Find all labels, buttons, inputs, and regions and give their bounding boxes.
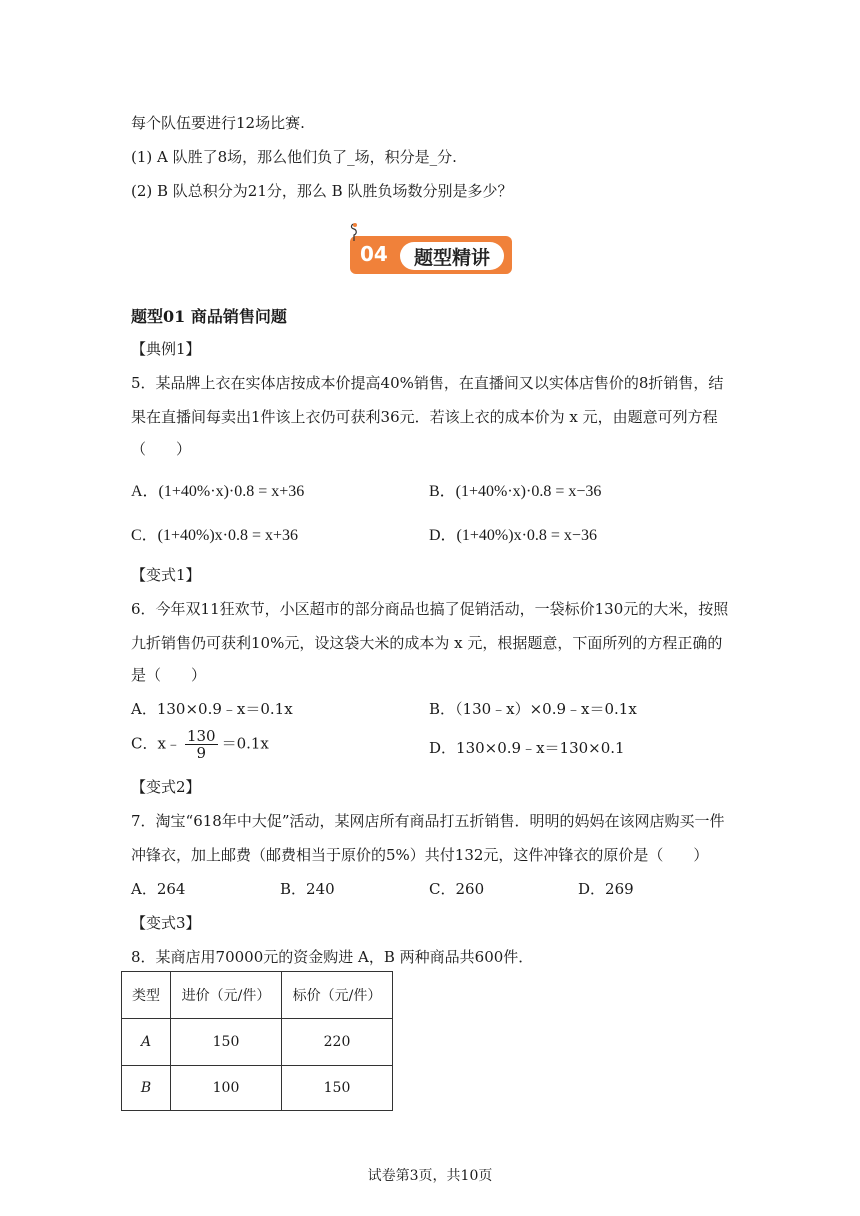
q7-line-2: 冲锋衣，加上邮费（邮费相当于原价的5%）共付132元，这件冲锋衣的原价是（ ） xyxy=(131,846,709,864)
q5-option-b: B．(1+40%·x)·0.8 = x−36 xyxy=(429,483,602,500)
price-table xyxy=(121,971,393,1111)
q6-line-1: 6．今年双11狂欢节，小区超市的部分商品也搞了促销活动，一袋标价130元的大米，按照 xyxy=(131,600,729,618)
q5-option-a: A．(1+40%·x)·0.8 = x+36 xyxy=(131,483,305,500)
table-cell: B xyxy=(122,1066,171,1111)
table-header-cell: 标价（元/件） xyxy=(282,972,393,1019)
fraction-numerator: 130 xyxy=(186,727,216,745)
variant-2-label: 【变式2】 xyxy=(131,778,201,796)
q6-line-3: 是（ ） xyxy=(131,666,207,684)
example-1-label: 【典例1】 xyxy=(131,340,201,358)
intro-question-2: (2) B 队总积分为21分，那么 B 队胜负场数分别是多少？ xyxy=(131,182,513,200)
variant-3-label: 【变式3】 xyxy=(131,914,201,932)
intro-question-1: (1) A 队胜了8场，那么他们负了_场，积分是_分. xyxy=(131,148,457,166)
pin-icon xyxy=(348,222,362,242)
q6-option-c-suffix: ＝0.1x xyxy=(221,734,269,753)
table-cell: 150 xyxy=(171,1019,282,1066)
page-footer: 试卷第3页，共10页 xyxy=(367,1168,493,1184)
q5-option-d: D．(1+40%)x·0.8 = x−36 xyxy=(429,527,597,544)
table-cell: 150 xyxy=(282,1066,393,1111)
intro-line-1: 每个队伍要进行12场比赛. xyxy=(131,114,305,132)
q6-option-d: D．130×0.9﹣x＝130×0.1 xyxy=(429,739,625,757)
table-cell: 100 xyxy=(171,1066,282,1111)
q7-option-c: C．260 xyxy=(429,880,485,898)
section-title: 题型01 商品销售问题 xyxy=(131,307,287,326)
q7-option-b: B．240 xyxy=(280,880,335,898)
table-row xyxy=(122,1066,393,1111)
fraction xyxy=(185,728,218,761)
q6-option-c-prefix: C．x﹣ xyxy=(131,734,181,753)
q5-option-c: C．(1+40%)x·0.8 = x+36 xyxy=(131,527,299,544)
table-cell: A xyxy=(122,1019,171,1066)
variant-1-label: 【变式1】 xyxy=(131,566,201,584)
q5-line-1: 5．某品牌上衣在实体店按成本价提高40%销售，在直播间又以实体店售价的8折销售，结 xyxy=(131,374,724,392)
table-header-row xyxy=(122,972,393,1019)
banner-label: 题型精讲 xyxy=(413,247,490,269)
table-row xyxy=(122,1019,393,1066)
banner-number: 04 xyxy=(360,242,388,266)
fraction-denominator: 9 xyxy=(196,744,207,762)
q6-option-b: B．（130﹣x）×0.9﹣x＝0.1x xyxy=(429,700,637,718)
q8-line-1: 8．某商店用70000元的资金购进 A，B 两种商品共600件． xyxy=(131,948,534,966)
table-header-cell: 类型 xyxy=(122,972,171,1019)
q6-line-2: 九折销售仍可获利10%元，设这袋大米的成本为 x 元，根据题意，下面所列的方程正确的 xyxy=(131,634,723,652)
q6-option-a: A．130×0.9﹣x＝0.1x xyxy=(131,700,293,718)
q5-line-3: （ ） xyxy=(131,440,192,458)
table-cell: 220 xyxy=(282,1019,393,1066)
q7-option-a: A．264 xyxy=(131,880,186,898)
section-banner xyxy=(346,222,514,278)
q6-option-c xyxy=(131,728,269,761)
q5-line-2: 果在直播间每卖出1件该上衣仍可获利36元．若该上衣的成本价为 x 元，由题意可列方程 xyxy=(131,408,718,426)
table-header-cell: 进价（元/件） xyxy=(171,972,282,1019)
q7-option-d: D．269 xyxy=(578,880,634,898)
q7-line-1: 7．淘宝“618年中大促”活动，某网店所有商品打五折销售．明明的妈妈在该网店购买一件 xyxy=(131,812,725,830)
